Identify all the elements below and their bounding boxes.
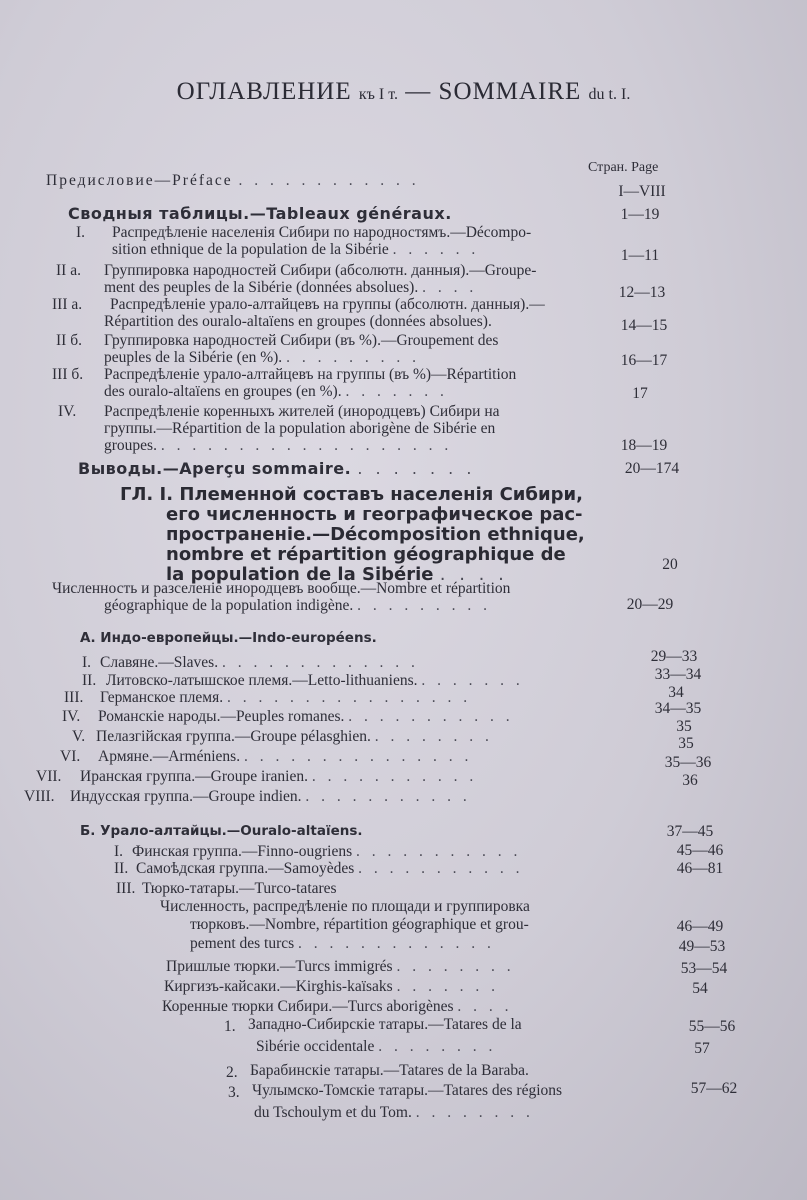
tatars-line: du Tschoulym et du Tom. . . . . . . . . [254,1104,534,1121]
turks-line: Численность, распредѣленіе по площади и группировка [160,898,530,915]
table-item-line: Группировка народностей Сибири (въ %).—Groupement des [104,332,499,349]
table-item-page: 17 [632,385,648,402]
section-a-page: 35—36 [664,754,712,771]
tatars-line: Западно-Сибирскіе татары.—Tatares de la [248,1016,522,1033]
section-a-page: 34 [668,684,684,701]
tatars-number: 3. [228,1084,240,1101]
section-a-page: 33—34 [654,666,702,683]
section-a-number: III. [64,689,84,706]
table-item-line: Группировка народностей Сибири (абсолютн. данныя).—Groupe- [104,262,537,279]
table-item-page: 16—17 [620,352,668,369]
numbers-entry-line: géographique de la population indigène. . . . . . . . . . [104,597,491,614]
chapter-title-line: пространеніе.—Décomposition ethnique, [166,524,585,545]
turks-page: 49—53 [678,938,726,955]
page-column-header: Стран. Page [588,160,659,175]
table-item-page: 14—15 [620,317,668,334]
turks-page: 46—49 [676,918,724,935]
table-item-number: II б. [56,332,82,349]
preface-page: I—VIII [618,183,666,200]
preface-dots: . . . . . . . . . . . . [238,172,420,189]
section-b-page: 45—46 [676,842,724,859]
turks-sub-item: Киргизъ-кайсаки.—Kirghis-kaïsaks . . . . . . . [164,978,499,995]
table-item-number: I. [76,224,86,241]
table-item-number: II a. [56,262,81,279]
table-item-number: IV. [58,403,77,420]
table-item-line: группы.—Répartition de la population aborigène de Sibérie en [104,420,496,437]
section-a-number: IV. [62,708,81,725]
tatars-page: 55—56 [688,1018,736,1035]
table-item-line: peuples de la Sibérie (en %). . . . . . . . . . [104,349,420,366]
table-item-line: Распредѣленіе урало-алтайцевъ на группы (абсолютн. данныя).— [110,296,545,313]
table-item-line: Распредѣленіе коренныхъ жителей (инородцевъ) Сибири на [104,403,500,420]
preface-entry [46,172,420,190]
turks-sub-item: Коренные тюрки Сибири.—Turcs aborigènes . . . . [162,998,513,1015]
chapter-page: 20 [662,556,678,573]
section-a-item: Германское племя. . . . . . . . . . . . . . . . . [100,689,472,706]
section-a-item: Иранская группа.—Groupe iranien. . . . . . . . . . . . [80,768,478,785]
turks-line: pement des turcs . . . . . . . . . . . . . [190,935,495,952]
table-item-page: 1—11 [620,247,660,264]
section-a-page: 34—35 [654,700,702,717]
section-b-item: Тюрко-татары.—Turco-tatares [142,880,337,897]
section-a-number: VII. [36,768,62,785]
table-item-page: 12—13 [618,284,666,301]
title-sommaire: SOMMAIRE [438,78,582,105]
turks-sub-page: 53—54 [680,960,728,977]
turks-line: тюрковъ.—Nombre, répartition géographique et grou- [190,916,529,933]
section-b-heading: Б. Урало-алтайцы.—Ouralo-altaïens. [80,823,363,839]
tatars-page: 57 [694,1040,710,1057]
section-a-number: I. [82,654,92,671]
section-a-number: VI. [60,748,81,765]
section-b-heading-page: 37—45 [666,823,714,840]
tables-heading-page: 1—19 [620,206,660,223]
numbers-entry-line: Численность и разселеніе инородцевъ вообще.—Nombre et répartition [52,580,511,597]
section-a-page: 29—33 [650,648,698,665]
section-a-item: Армяне.—Arméniens. . . . . . . . . . . . . . . . [98,748,473,765]
section-b-number: III. [116,880,136,897]
table-item-page: 18—19 [620,437,668,454]
section-a-item: Романскіе народы.—Peuples romanes. . . . . . . . . . . . [98,708,514,725]
section-b-page: 46—81 [676,860,724,877]
preface-label: Предисловие—Préface [46,172,233,189]
chapter-title-line: его численность и географическое рас- [166,504,583,525]
tatars-page: 57—62 [690,1080,738,1097]
section-a-page: 36 [682,772,698,789]
tatars-line: Барабинскіе татары.—Tatares de la Baraba. [250,1062,529,1079]
section-a-item: Пелазгійская группа.—Groupe pélasghien. . . . . . . . . [96,728,493,745]
tables-heading: Сводныя таблицы.—Tableaux généraux. [68,204,452,223]
page-title [0,78,807,106]
chapter-title-line: la population de la Sibérie . . . . [166,564,508,585]
section-a-item: Литовско-латышское племя.—Letto-lithuaniens. . . . . . . . [106,672,524,689]
section-a-heading: А. Индо-европейцы.—Indo-européens. [80,630,377,646]
table-item-line: Распредѣленіе урало-алтайцевъ на группы (въ %)—Répartition [104,366,517,383]
chapter-title-line: ГЛ. I. Племенной составъ населенія Сибири, [120,484,583,505]
section-a-item: Славяне.—Slaves. . . . . . . . . . . . . . [100,654,419,671]
table-item-line: Распредѣленіе населенія Сибири по народностямъ.—Décompo- [112,224,532,241]
table-item-line: ment des peuples de la Sibérie (données absolues). . . . . [104,279,478,296]
summary-page: 20—174 [624,460,680,477]
title-volume-ru: къ I т. [358,86,399,103]
tatars-line: Чулымско-Томскіе татары.—Tatares des régions [252,1082,563,1099]
turks-sub-page: 54 [692,980,708,997]
table-item-line: sition ethnique de la population de la Sibérie . . . . . . [112,241,480,258]
summary-heading: Выводы.—Aperçu sommaire. . . . . . . . [78,459,476,478]
section-a-number: VIII. [24,788,55,805]
section-b-number: I. [114,843,124,860]
numbers-page: 20—29 [626,596,674,613]
tatars-number: 2. [226,1064,238,1081]
title-separator: — [405,78,432,105]
section-b-item: Финская группа.—Finno-ougriens . . . . . . . . . . . [132,843,522,860]
tatars-line: Sibérie occidentale . . . . . . . . [256,1038,497,1055]
title-volume-fr: du t. I. [588,86,631,103]
title-main: ОГЛАВЛЕНИЕ [176,78,352,105]
turks-sub-item: Пришлые тюрки.—Turcs immigrés . . . . . . . . [166,958,515,975]
section-a-number: II. [82,672,97,689]
section-a-number: V. [72,728,86,745]
section-b-number: II. [114,860,129,877]
chapter-title-line: nombre et répartition géographique de [166,544,566,565]
section-b-item: Самоѣдская группа.—Samoyèdes . . . . . . . . . . . [136,860,524,877]
section-a-page: 35 [678,735,694,752]
table-item-line: Répartition des ouralo-altaïens en groupes (données absolues). [104,313,492,330]
table-item-number: III a. [52,296,83,313]
table-item-line: des ouralo-altaïens en groupes (en %). . . . . . . . [104,383,448,400]
table-item-line: groupes. . . . . . . . . . . . . . . . . . . . [104,437,453,454]
table-item-number: III б. [52,366,84,383]
section-a-item: Индусская группа.—Groupe indien. . . . . . . . . . . . [70,788,471,805]
section-a-page: 35 [676,718,692,735]
tatars-number: 1. [224,1018,236,1035]
